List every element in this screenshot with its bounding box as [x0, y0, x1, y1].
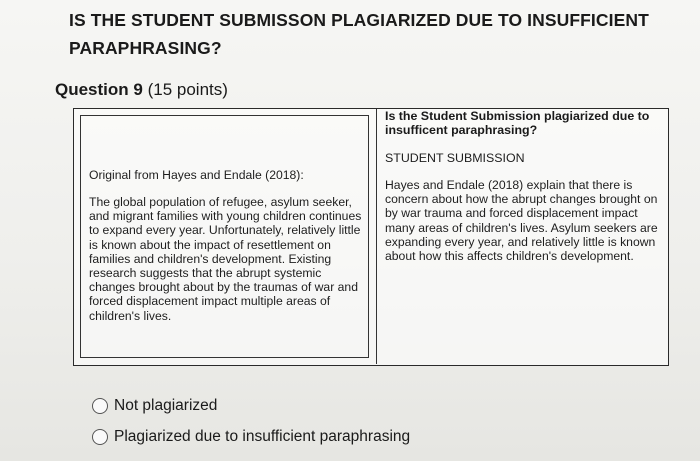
- question-points: (15 points): [147, 80, 228, 99]
- question-number: Question 9: [55, 80, 143, 99]
- radio-button-plagiarized[interactable]: [92, 429, 108, 445]
- question-header: [55, 79, 228, 101]
- comparison-table: [73, 108, 669, 366]
- student-submission-text: Hayes and Endale (2018) explain that there is concern about how the abrupt changes brought on by war trauma and forced displacement impact many areas of children's lives. Asylum seekers are expanding every year, and relatively little is known about how this affects children's development.: [385, 178, 658, 264]
- radio-button-not-plagiarized[interactable]: [92, 398, 108, 414]
- option-not-plagiarized[interactable]: [92, 394, 410, 418]
- answer-options: [92, 394, 410, 456]
- option-plagiarized[interactable]: [92, 425, 410, 449]
- submission-question-heading: Is the Student Submission plagiarized due to insufficent paraphrasing?: [385, 109, 650, 137]
- page-title: IS THE STUDENT SUBMISSON PLAGIARIZED DUE TO INSUFFICIENT PARAPHRASING?: [69, 10, 649, 58]
- student-submission-cell: [376, 109, 668, 364]
- original-source-cell: [80, 115, 369, 358]
- original-source-label: Original from Hayes and Endale (2018):: [89, 168, 304, 182]
- student-submission-label: STUDENT SUBMISSION: [385, 151, 525, 165]
- option-label-plagiarized: Plagiarized due to insufficient paraphrasing: [114, 428, 411, 445]
- option-label-not-plagiarized: Not plagiarized: [114, 397, 218, 414]
- original-source-text: The global population of refugee, asylum seeker, and migrant families with young children continues to expand every year. Unfortunately, relatively little is known about the impact of resettlement on families and children's development. Existing research suggests that the abrupt systemic changes brought about by the traumas of war and forced displacement impact multiple areas of children's lives.: [89, 195, 362, 323]
